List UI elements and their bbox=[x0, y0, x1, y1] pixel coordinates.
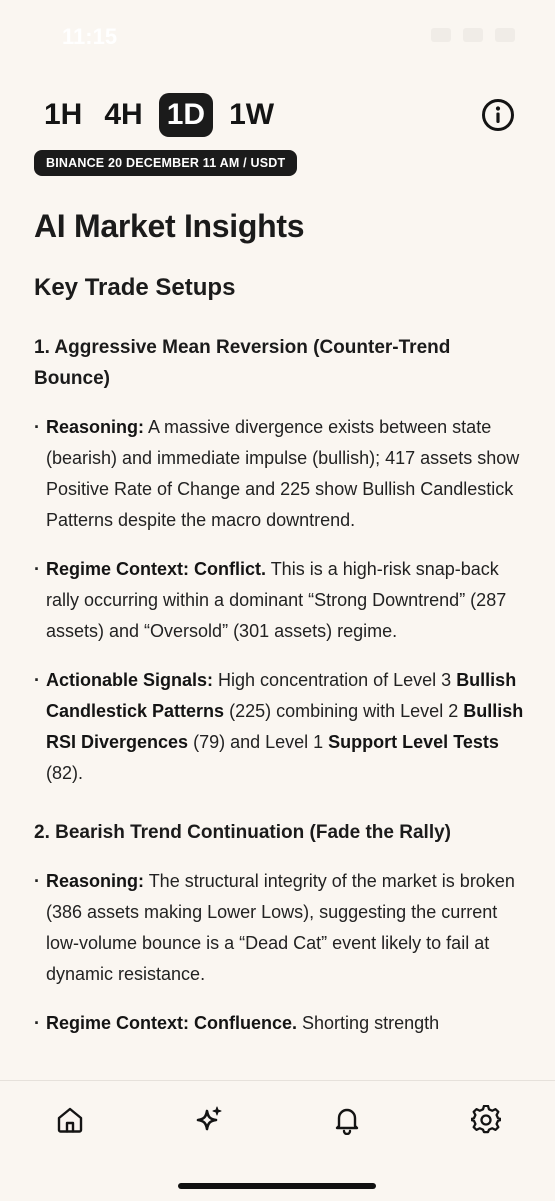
setup-reasoning bbox=[34, 866, 525, 990]
timeframe-selector bbox=[38, 93, 280, 137]
sparkle-icon[interactable] bbox=[194, 1105, 224, 1135]
regime-text: Shorting strength bbox=[297, 1013, 440, 1033]
wifi-icon bbox=[463, 28, 483, 42]
tab-bar bbox=[0, 1080, 555, 1201]
section-title: Key Trade Setups bbox=[34, 274, 236, 301]
timeframe-1h[interactable]: 1H bbox=[44, 98, 83, 131]
signals-text: (82). bbox=[46, 763, 84, 783]
signals-text: (79) and Level 1 bbox=[188, 732, 329, 752]
status-icons bbox=[431, 28, 515, 42]
signals-text: (225) combining with Level 2 bbox=[224, 701, 464, 721]
signal-name: Bullish Candlestick Patterns bbox=[46, 670, 517, 721]
timeframe-1w[interactable]: 1W bbox=[229, 98, 275, 131]
regime-label: Regime Context: Confluence. bbox=[46, 1013, 298, 1033]
status-bar bbox=[0, 0, 555, 70]
timeframe-4h[interactable]: 4H bbox=[104, 98, 143, 131]
battery-icon bbox=[495, 28, 515, 42]
timeframe-1d[interactable]: 1D bbox=[159, 93, 213, 137]
setup-regime-context bbox=[34, 1008, 525, 1039]
bell-icon[interactable] bbox=[332, 1105, 362, 1135]
signal-icon bbox=[431, 28, 451, 42]
setup-actionable-signals bbox=[34, 665, 525, 789]
signal-name: Bullish RSI Divergences bbox=[46, 701, 524, 752]
signals-label: Actionable Signals: bbox=[46, 670, 214, 690]
signals-text: High concentration of Level 3 bbox=[213, 670, 457, 690]
setup-title: 2. Bearish Trend Continuation (Fade the Rally) bbox=[34, 822, 451, 843]
reasoning-label: Reasoning: bbox=[46, 871, 145, 891]
signal-name: Support Level Tests bbox=[328, 732, 499, 752]
home-indicator bbox=[178, 1183, 376, 1189]
exchange-badge: BINANCE 20 DECEMBER 11 AM / USDT bbox=[34, 150, 297, 176]
insights-content bbox=[34, 200, 525, 1039]
gear-icon[interactable] bbox=[471, 1105, 501, 1135]
setup-regime-context bbox=[34, 554, 525, 647]
page-title: AI Market Insights bbox=[34, 208, 305, 244]
reasoning-label: Reasoning: bbox=[46, 417, 145, 437]
status-time: 11:15 bbox=[62, 24, 118, 49]
reasoning-text: A massive divergence exists between state (bearish) and immediate impulse (bullish); 417 assets show Positive Rate of Change and 225 show Bullish Candlestick Patterns despite the macro downtrend. bbox=[46, 417, 520, 530]
regime-text: This is a high-risk snap-back rally occurring within a dominant “Strong Downtrend” (287 assets) and “Oversold” (301 assets) regime. bbox=[46, 559, 507, 641]
setup-reasoning bbox=[34, 412, 525, 536]
info-icon[interactable] bbox=[481, 98, 515, 132]
home-icon[interactable] bbox=[55, 1105, 85, 1135]
setup-title: 1. Aggressive Mean Reversion (Counter-Trend Bounce) bbox=[34, 337, 451, 389]
reasoning-text: The structural integrity of the market is broken (386 assets making Lower Lows), suggesting the current low-volume bounce is a “Dead Cat” event likely to fail at dynamic resistance. bbox=[46, 871, 515, 984]
regime-label: Regime Context: Conflict. bbox=[46, 559, 267, 579]
